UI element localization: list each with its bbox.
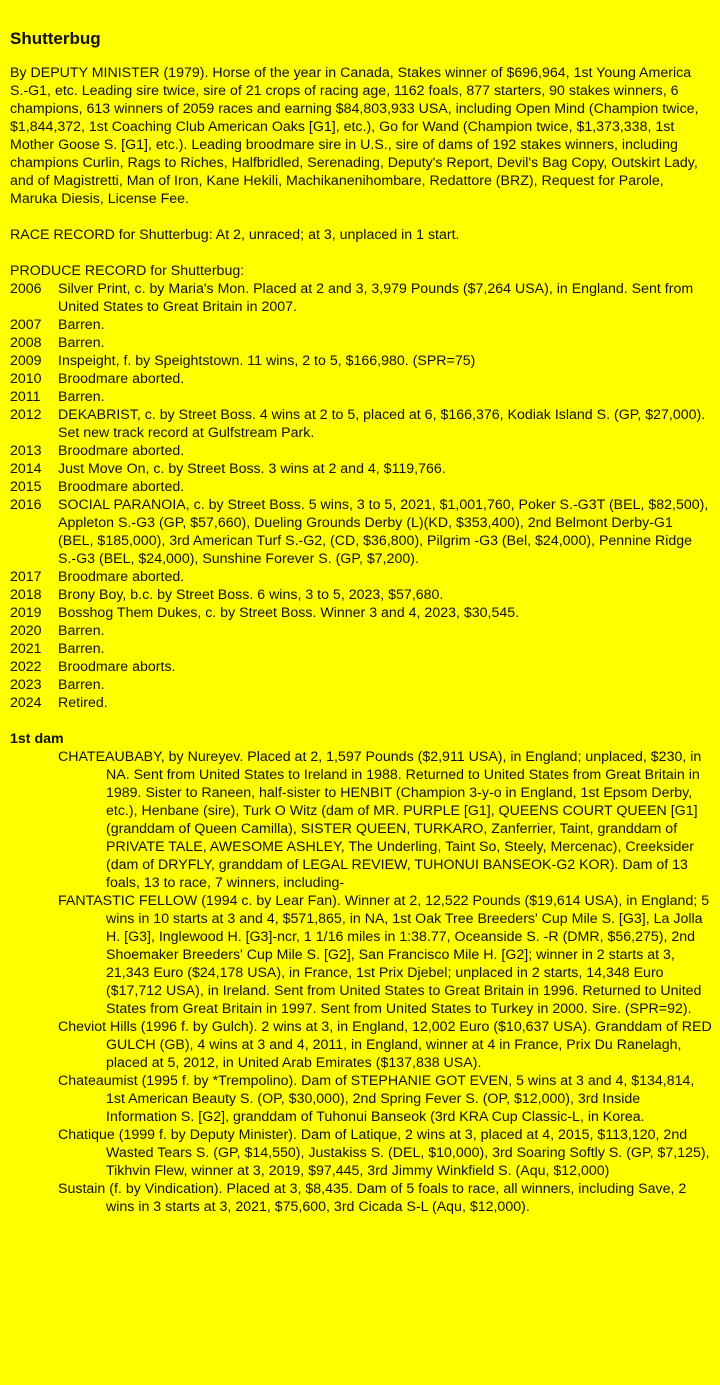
produce-row: 2018 Brony Boy, b.c. by Street Boss. 6 wins, 3 to 5, 2023, $57,680.	[10, 587, 444, 603]
foal-entry: Sustain (f. by Vindication). Placed at 3, $8,435. Dam of 5 foals to race, all winners, including Save, 2 wins in 3 starts at 3, 2021, $75,600, 3rd Cicada S-L (Aqu, $12,000).	[58, 1181, 687, 1215]
dam-text: CHATEAUBABY, by Nureyev. Placed at 2, 1,597 Pounds ($2,911 USA), in England; unplaced, $230, in NA. Sent from United States to Ireland in 1988. Returned to United States from Great Britain in 1989. Sister to Raneen, half-sister to HENBIT (Champion 3-y-o in England, 1st Epsom Derby, etc.), Henbane (sire), Turk O Witz (dam of MR. PURPLE [G1], QUEENS COURT QUEEN [G1] (granddam of Queen Camilla), SISTER QUEEN, TURKARO, Zanferrier, Taint, granddam of PRIVATE TALE, AWESOME ASHLEY, The Underling, Taint So, Steely, Mercenac), Creeksider (dam of DRYFLY, granddam of LEGAL REVIEW, TUHONUI BANSEOK-G2 KOR). Dam of 13 foals, 13 to race, 7 winners, including-	[58, 749, 702, 891]
foal-list	[10, 892, 712, 1216]
produce-row: 2012 DEKABRIST, c. by Street Boss. 4 wins at 2 to 5, placed at 6, $166,376, Kodiak Island S. (GP, $27,000). Set new track record at Gulfstream Park.	[10, 407, 706, 441]
produce-row: 2011 Barren.	[10, 389, 105, 405]
produce-row: 2010 Broodmare aborted.	[10, 371, 185, 387]
produce-row: 2015 Broodmare aborted.	[10, 479, 185, 495]
foal-entry: Chateaumist (1995 f. by *Trempolino). Dam of STEPHANIE GOT EVEN, 5 wins at 3 and 4, $134,814, 1st American Beauty S. (OP, $30,000), 2nd Spring Fever S. (OP, $12,000), 3rd Inside Information S. [G2], granddam of Tuhonui Banseok (3rd KRA Cup Classic-L, in Korea.	[58, 1073, 695, 1125]
sire-intro: By DEPUTY MINISTER (1979). Horse of the year in Canada, Stakes winner of $696,964, 1st Young America S.-G1, etc. Leading sire twice, sire of 21 crops of racing age, 1162 foals, 877 starters, 90 stakes winners, 6 champions, 613 winners of 2059 races and earning $84,803,933 USA, including Open Mind (Champion twice, $1,844,372, 1st Coaching Club American Oaks [G1], etc.), Go for Wand (Champion twice, $1,373,338, 1st Mother Goose S. [G1], etc.). Leading broodmare sire in U.S., sire of dams of 192 stakes winners, including champions Curlin, Rags to Riches, Halfbridled, Serenading, Deputy's Report, Devil's Bag Copy, Outskirt Lady, and of Magistretti, Man of Iron, Kane Hekili, Machikanenihombare, Redattore (BRZ), Request for Parole, Maruka Diesis, License Fee.	[10, 65, 699, 207]
produce-row: 2020 Barren.	[10, 623, 105, 639]
produce-row: 2009 Inspeight, f. by Speightstown. 11 wins, 2 to 5, $166,980. (SPR=75)	[10, 353, 476, 369]
produce-row: 2019 Bosshog Them Dukes, c. by Street Boss. Winner 3 and 4, 2023, $30,545.	[10, 605, 520, 621]
produce-row: 2024 Retired.	[10, 695, 108, 711]
produce-row: 2023 Barren.	[10, 677, 105, 693]
produce-row: 2008 Barren.	[10, 335, 105, 351]
foal-entry: Cheviot Hills (1996 f. by Gulch). 2 wins at 3, in England, 12,002 Euro ($10,637 USA). Granddam of RED GULCH (GB), 4 wins at 3 and 4, 2011, in England, winner at 4 in France, Prix Du Ranelagh, placed at 5, 2012, in United Arab Emirates ($137,838 USA).	[58, 1019, 712, 1071]
produce-row: 2016 SOCIAL PARANOIA, c. by Street Boss. 5 wins, 3 to 5, 2021, $1,001,760, Poker S.-G3T (BEL, $82,500), Appleton S.-G3 (GP, $57,660), Dueling Grounds Derby (L)(KD, $353,400), 2nd Belmont Derby-G1 (BEL, $185,000), 3rd American Turf S.-G2, (CD, $36,800), Pilgrim -G3 (Bel, $24,000), Pennine Ridge S.-G3 (BEL, $24,000), Sunshine Forever S. (GP, $7,200).	[10, 497, 709, 567]
page-title: Shutterbug	[10, 29, 101, 48]
foal-entry: Chatique (1999 f. by Deputy Minister). Dam of Latique, 2 wins at 3, placed at 4, 2015, $113,120, 2nd Wasted Tears S. (GP, $14,550), Justakiss S. (DEL, $10,000), 3rd Soaring Softly S. (GP, $7,125), Tikhvin Flew, winner at 3, 2019, $97,445, 3rd Jimmy Winkfield S. (Aqu, $12,000)	[58, 1127, 710, 1179]
produce-row: 2007 Barren.	[10, 317, 105, 333]
foal-entry: FANTASTIC FELLOW (1994 c. by Lear Fan). Winner at 2, 12,522 Pounds ($19,614 USA), in England; 5 wins in 10 starts at 3 and 4, $571,865, in NA, 1st Oak Tree Breeders' Cup Mile S. [G3], La Jolla H. [G3], Inglewood H. [G3]-ncr, 1 1/16 miles in 1:38.77, Oceanside S. -R (DMR, $56,275), 2nd Shoemaker Breeders' Cup Mile S. [G2], San Francisco Mile H. [G2]; winner in 2 starts at 3, 21,343 Euro ($24,178 USA), in France, 1st Prix Djebel; unplaced in 2 starts, 14,348 Euro ($17,712 USA), in Ireland. Sent from United States to Great Britain in 1996. Returned to United States from Great Britain in 1997. Sent from United States to Turkey in 2000. Sire. (SPR=92).	[58, 893, 710, 1017]
produce-row: 2006 Silver Print, c. by Maria's Mon. Placed at 2 and 3, 3,979 Pounds ($7,264 USA), in England. Sent from United States to Great Britain in 2007.	[10, 281, 694, 315]
produce-row: 2022 Broodmare aborts.	[10, 659, 176, 675]
dam-heading: 1st dam	[10, 731, 64, 747]
produce-row: 2021 Barren.	[10, 641, 105, 657]
produce-row: 2014 Just Move On, c. by Street Boss. 3 wins at 2 and 4, $119,766.	[10, 461, 446, 477]
produce-heading: PRODUCE RECORD for Shutterbug:	[10, 263, 245, 279]
produce-row: 2013 Broodmare aborted.	[10, 443, 185, 459]
race-record: RACE RECORD for Shutterbug: At 2, unraced; at 3, unplaced in 1 start.	[10, 227, 460, 243]
produce-row: 2017 Broodmare aborted.	[10, 569, 185, 585]
produce-list	[10, 280, 712, 712]
